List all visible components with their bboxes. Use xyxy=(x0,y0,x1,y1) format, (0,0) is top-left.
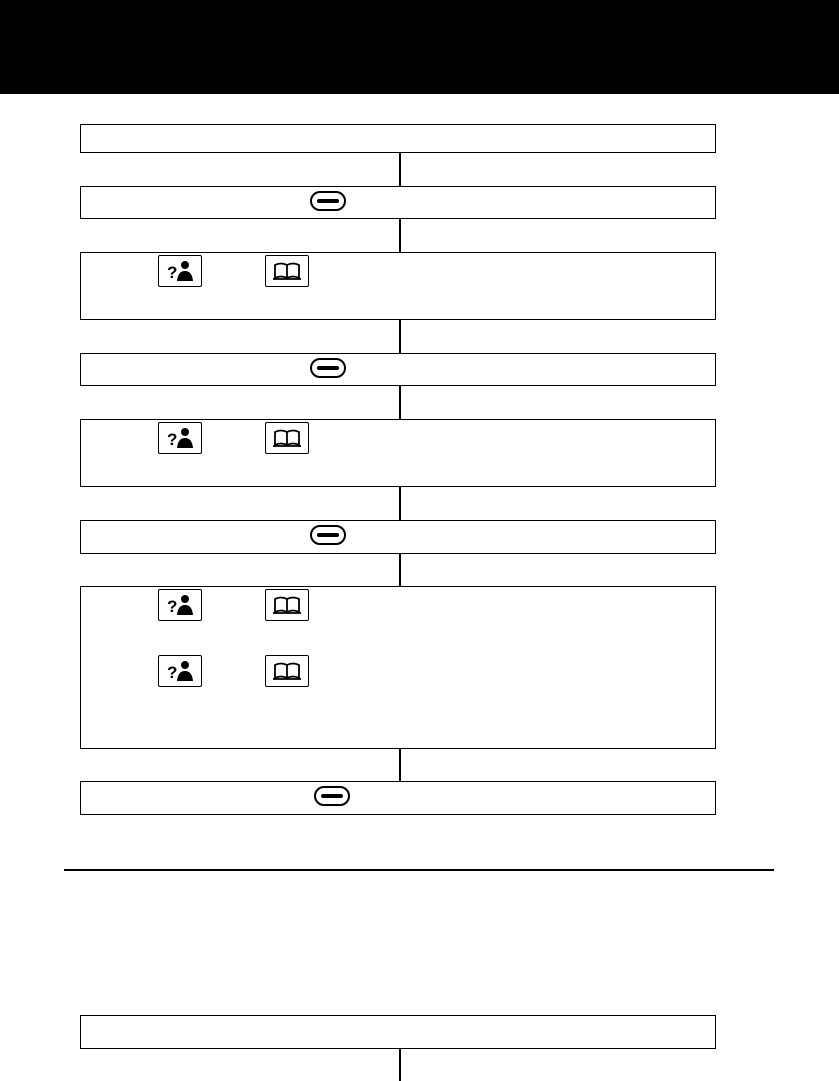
flow-step-4 xyxy=(80,353,716,386)
svg-text:?: ? xyxy=(167,263,178,282)
person-question-icon xyxy=(158,655,202,687)
flow-step-8 xyxy=(80,781,716,815)
person-question-icon xyxy=(158,255,202,287)
flow-step-5 xyxy=(80,419,716,487)
flow-step-2 xyxy=(80,186,716,219)
open-book-icon xyxy=(265,422,309,454)
open-book-icon xyxy=(265,589,309,621)
flow-connector xyxy=(399,749,401,781)
person-question-icon xyxy=(158,589,202,621)
flow-step-1 xyxy=(80,124,716,153)
flat-key-icon xyxy=(310,525,346,545)
flow-connector xyxy=(399,219,401,252)
flow-connector xyxy=(399,153,401,186)
flow-connector xyxy=(399,554,401,586)
flow-connector xyxy=(399,1049,401,1081)
svg-text:?: ? xyxy=(167,663,178,682)
flow-connector xyxy=(399,320,401,353)
flow-step-next xyxy=(80,1015,716,1049)
open-book-icon xyxy=(265,255,309,287)
section-divider xyxy=(64,869,774,871)
svg-text:?: ? xyxy=(167,597,178,616)
flow-connector xyxy=(399,487,401,520)
header-bar xyxy=(0,0,839,94)
flow-step-6 xyxy=(80,520,716,554)
flat-key-icon xyxy=(310,191,346,211)
flow-connector xyxy=(399,386,401,419)
flow-step-7 xyxy=(80,586,716,749)
svg-text:?: ? xyxy=(167,430,178,449)
flow-step-3 xyxy=(80,252,716,320)
open-book-icon xyxy=(265,655,309,687)
flat-key-icon xyxy=(314,786,350,806)
person-question-icon xyxy=(158,422,202,454)
flat-key-icon xyxy=(310,358,346,378)
